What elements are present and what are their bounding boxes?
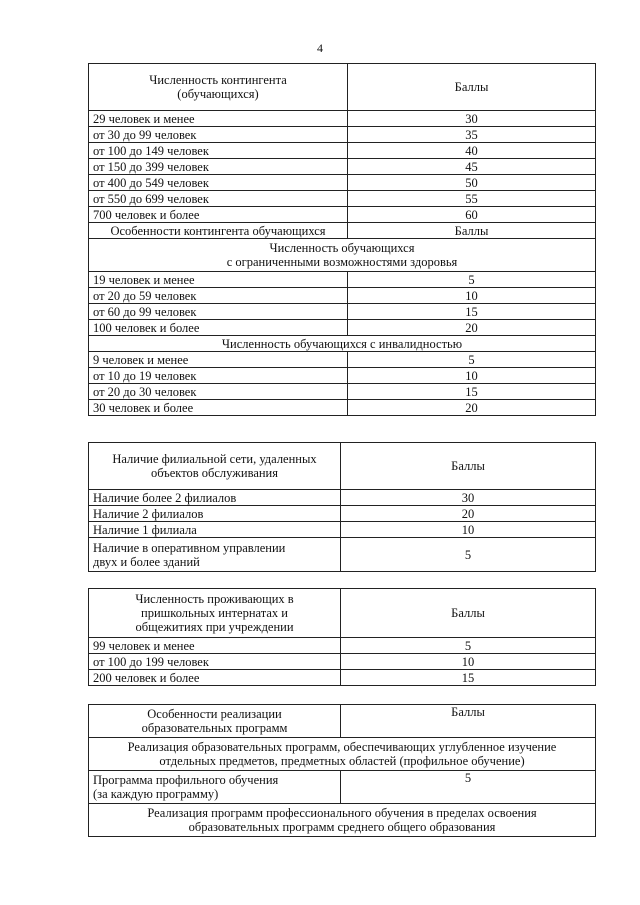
section-title-line: Реализация образовательных программ, обеспечивающих углубленное изучение — [127, 740, 557, 754]
row-label: 200 человек и более — [89, 670, 341, 686]
row-label: 100 человек и более — [89, 320, 348, 336]
table-row — [89, 506, 596, 522]
header-line: Численность проживающих в — [135, 592, 294, 606]
header-line: объектов обслуживания — [150, 466, 278, 480]
subheader-row — [89, 223, 596, 239]
section-title-line: отдельных предметов, предметных областей (профильное обучение) — [159, 754, 525, 768]
row-label: от 100 до 199 человек — [89, 654, 341, 670]
header-line: общежитиях при учреждении — [135, 620, 294, 634]
section-title-profile — [89, 738, 596, 771]
table-row — [89, 304, 596, 320]
header-points: Баллы — [348, 64, 596, 111]
row-label — [89, 771, 341, 804]
row-label: от 550 до 699 человек — [89, 191, 348, 207]
header-branch-network — [89, 443, 341, 490]
section-title-row — [89, 336, 596, 352]
section-title-disability: Численность обучающихся с инвалидностью — [89, 336, 596, 352]
row-label: 99 человек и менее — [89, 638, 341, 654]
table-row — [89, 288, 596, 304]
table-row — [89, 207, 596, 223]
row-points: 10 — [348, 288, 596, 304]
row-label: от 100 до 149 человек — [89, 143, 348, 159]
section-title-row — [89, 239, 596, 272]
table-row — [89, 384, 596, 400]
row-label: Наличие 2 филиалов — [89, 506, 341, 522]
table-row — [89, 143, 596, 159]
row-points: 10 — [341, 654, 596, 670]
row-points: 60 — [348, 207, 596, 223]
table-row — [89, 670, 596, 686]
row-points: 5 — [341, 638, 596, 654]
table-row — [89, 272, 596, 288]
row-label: от 150 до 399 человек — [89, 159, 348, 175]
row-points: 35 — [348, 127, 596, 143]
row-points: 10 — [348, 368, 596, 384]
header-line: Наличие филиальной сети, удаленных — [112, 452, 317, 466]
section-title-row — [89, 738, 596, 771]
row-points: 20 — [348, 320, 596, 336]
row-points: 40 — [348, 143, 596, 159]
row-points: 50 — [348, 175, 596, 191]
row-points: 20 — [341, 506, 596, 522]
row-points: 5 — [341, 771, 596, 804]
row-label: от 10 до 19 человек — [89, 368, 348, 384]
table-row — [89, 352, 596, 368]
row-points: 30 — [348, 111, 596, 127]
header-points: Баллы — [341, 705, 596, 738]
table-row — [89, 654, 596, 670]
row-points: 15 — [341, 670, 596, 686]
contingent-table — [88, 63, 596, 416]
header-line: пришкольных интернатах и — [141, 606, 288, 620]
table-row — [89, 175, 596, 191]
header-boarding — [89, 589, 341, 638]
boarding-table — [88, 588, 596, 686]
table-row — [89, 368, 596, 384]
row-label: 29 человек и менее — [89, 111, 348, 127]
table-row — [89, 127, 596, 143]
table-header-row — [89, 705, 596, 738]
row-label: от 400 до 549 человек — [89, 175, 348, 191]
row-points: 10 — [341, 522, 596, 538]
header-line: Особенности реализации — [147, 707, 282, 721]
table-header-row — [89, 443, 596, 490]
row-points: 5 — [341, 538, 596, 572]
subheader-points: Баллы — [348, 223, 596, 239]
table-row — [89, 191, 596, 207]
row-label-line: Программа профильного обучения — [93, 773, 279, 787]
header-programs — [89, 705, 341, 738]
row-label: от 20 до 59 человек — [89, 288, 348, 304]
row-points: 5 — [348, 272, 596, 288]
header-contingent: Численность контингента (обучающихся) — [89, 64, 348, 111]
programs-table — [88, 704, 596, 837]
row-label: от 20 до 30 человек — [89, 384, 348, 400]
row-points: 5 — [348, 352, 596, 368]
table-row — [89, 400, 596, 416]
row-label: 700 человек и более — [89, 207, 348, 223]
header-points: Баллы — [341, 589, 596, 638]
row-label: 19 человек и менее — [89, 272, 348, 288]
table-row — [89, 320, 596, 336]
table-row — [89, 490, 596, 506]
row-label-line: Наличие в оперативном управлении — [93, 540, 286, 555]
table-row — [89, 522, 596, 538]
table-row — [89, 111, 596, 127]
section-title-line: образовательных программ среднего общего образования — [188, 820, 496, 834]
row-points: 15 — [348, 384, 596, 400]
row-label: 30 человек и более — [89, 400, 348, 416]
section-title-professional — [89, 804, 596, 837]
row-label: 9 человек и менее — [89, 352, 348, 368]
section-title-line: Реализация программ профессионального обучения в пределах освоения — [147, 806, 537, 820]
section-title-line: с ограниченными возможностями здоровья — [226, 255, 458, 269]
table-row — [89, 538, 596, 572]
table-row — [89, 638, 596, 654]
table-row — [89, 159, 596, 175]
section-title-line: Численность обучающихся — [269, 241, 415, 255]
row-points: 30 — [341, 490, 596, 506]
row-label: Наличие 1 филиала — [89, 522, 341, 538]
section-title-row — [89, 804, 596, 837]
row-points: 45 — [348, 159, 596, 175]
branch-network-table — [88, 442, 596, 572]
subheader-features: Особенности контингента обучающихся — [89, 223, 348, 239]
row-label — [89, 538, 341, 572]
table-header-row — [89, 589, 596, 638]
section-title-ovz — [89, 239, 596, 272]
header-points: Баллы — [341, 443, 596, 490]
row-label: от 60 до 99 человек — [89, 304, 348, 320]
table-row — [89, 771, 596, 804]
row-label-line: двух и более зданий — [93, 554, 200, 569]
page-number: 4 — [317, 41, 323, 55]
row-points: 20 — [348, 400, 596, 416]
row-label-line: (за каждую программу) — [93, 787, 219, 801]
table-header-row — [89, 64, 596, 111]
row-points: 55 — [348, 191, 596, 207]
row-label: Наличие более 2 филиалов — [89, 490, 341, 506]
row-label: от 30 до 99 человек — [89, 127, 348, 143]
header-line: образовательных программ — [141, 721, 288, 735]
row-points: 15 — [348, 304, 596, 320]
